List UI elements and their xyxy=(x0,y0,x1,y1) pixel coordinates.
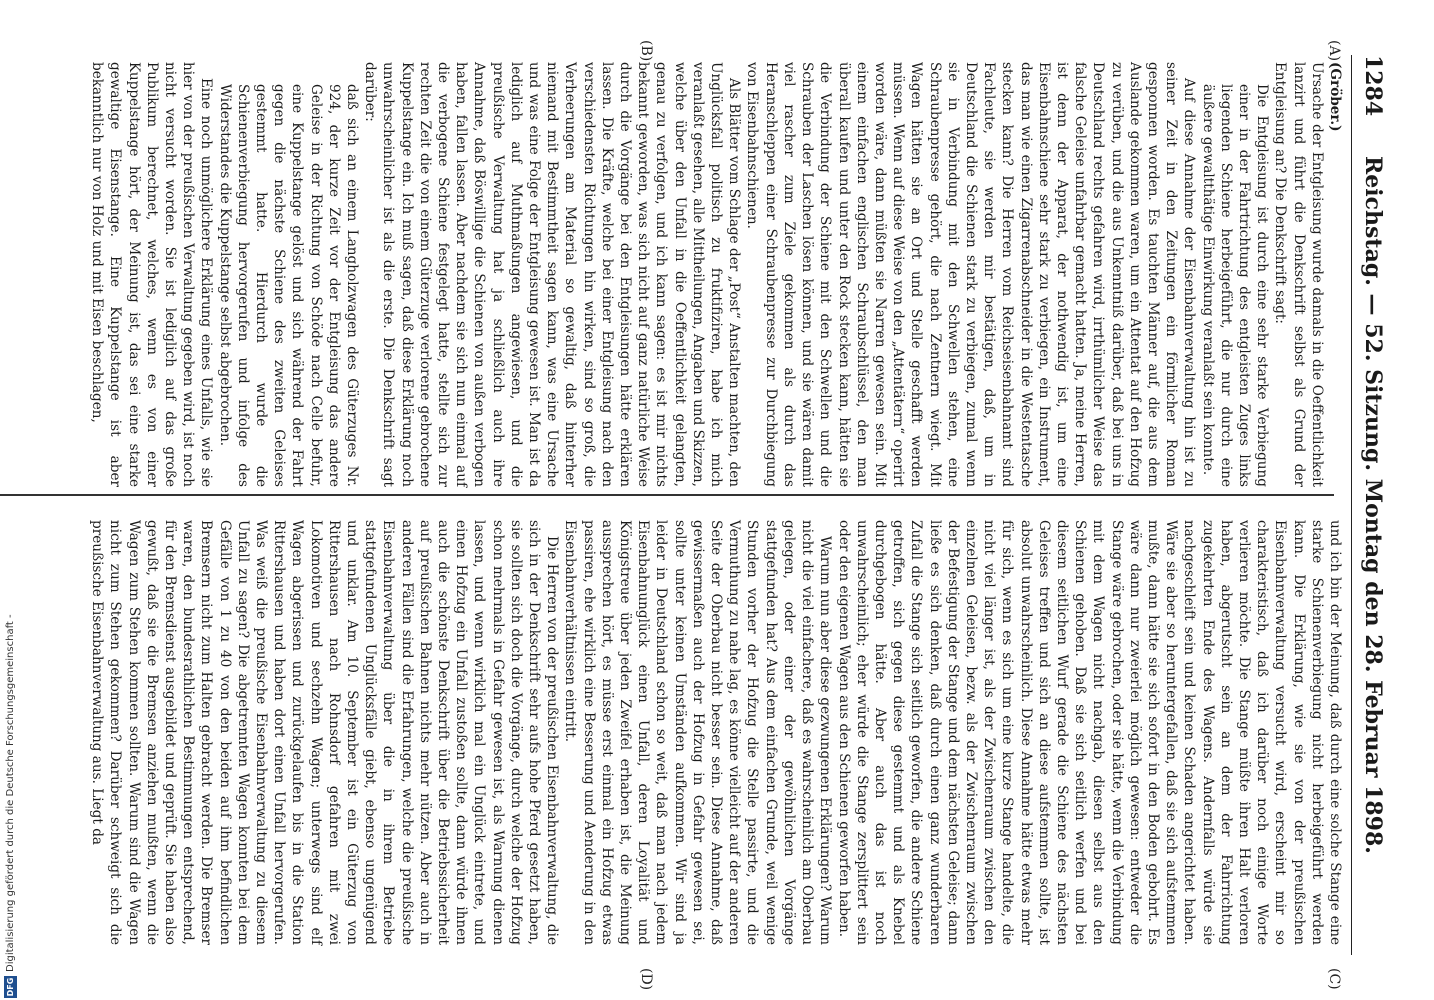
margin-marker-a: (A) xyxy=(1326,40,1342,62)
margin-marker-b: (B) xyxy=(638,40,654,62)
paragraph: und ich bin der Meinung, daß durch eine solche Stange eine starke Schienenverbiegung nicht herbeigeführt werden kann. Die Erklärung, wie sie von der preußischen Eisenbahnverwaltung versucht wird, erscheint mir so charakteristisch, daß ich darüber noch einige Worte verlieren möchte. Die Stange müßte ihren Halt verloren haben, abgerutscht sein an dem der Fahrrichtung zugekehrten Ende des Wagens. Andernfalls würde sie nachgeschleift sein und keinen Schaden angerichtet haben. Wäre sie aber so heruntergefallen, daß sie sich aufstemmen mußte, dann hätte sie sich sofort in den Boden gebohrt. Es wäre dann nur zweierlei möglich gewesen: entweder die Stange wäre gebrochen, oder sie hätte, wenn die Verbindung mit dem Wagen nicht nachgab, diesen selbst aus den Schienen gehoben. Daß sie sich seitlich werfen und bei diesem seitlichen Wurf gerade die Schiene des nächsten Geleises treffen und sich an diese aufstemmen sollte, ist absolut unwahrscheinlich. Diese Annahme hätte etwas mehr für sich, wenn es sich um eine kurze Stange handelte, die nicht viel länger ist, als der Zwischenraum zwischen den einzelnen Geleisen, bezw. als der Zwischenraum zwischen der Befestigung der Stange und dem nächsten Geleise; dann ließe es sich denken, daß durch einen ganz wunderbaren Zufall die Stange sich seitlich geworfen, die andere Schiene getroffen, sich gegen diese gestemmt und als Knebel durchgebogen hätte. Aber auch das ist noch unwahrscheinlich; eher würde die Stange zersplittert sein oder den eigenen Wagen aus den Schienen geworfen haben. xyxy=(835,520,1343,945)
quote-paragraph: daß sich an einem Langholzwagen des Güterzuges Nr. 924, der kurze Zeit vor der Entgleisung das andere Geleise in der Richtung von Schöde nach Celle befuhr, eine Kuppelstange gelöst und sich während der Fahrt gegen die nächste Schiene des zweiten Geleises gestemmt hatte. Hierdurch wurde die Schienenverbiegung hervorgerufen und infolge des Widerstandes die Kuppelstange selbst abgebrochen. xyxy=(216,84,361,487)
right-column xyxy=(88,520,1344,945)
paragraph: Ursache der Entgleisung wurde damals in die Oeffentlichkeit lanzirt und führt die Denkschrift selbst als Grund der Entgleisung an? Die Denkschrift sagt: xyxy=(1272,62,1325,487)
quote-paragraph: Die Entgleisung ist durch eine sehr starke Verbiegung einer in der Fahrtrichtung des entgleisten Zuges links liegenden Schiene herbeigeführt, die nur durch eine äußere gewaltthätige Einwirkung veranlaßt sein konnte. xyxy=(1199,84,1271,487)
paragraph: Als Blätter vom Schlage der „Post“ Anstalten machten, den Unglücksfall politisch zu fruktifiziren, habe ich mich veranlaßt gesehen, alle Mittheilungen, Angaben und Skizzen, welche über den Unfall in die Oeffentlichkeit gelangten, genau zu verfolgen, und ich kann sagen: es ist mir nichts bekannt geworden, was sich nicht auf ganz natürliche Weise durch die Vorgänge bei den Entgleisungen hätte erklären lassen. Die Kräfte, welche bei einer Entgleisung nach den verschiedensten Richtungen hin wirken, sind so groß, die Verheerungen am Material so gewaltig, daß hinterher niemand mit Bestimmtheit sagen kann, was eine Ursache und was eine Folge der Entgleisung gewesen ist. Man ist da lediglich auf Muthmaßungen angewiesen, und die preußische Verwaltung hat ja schließlich auch ihre Annahme, daß Böswillige die Schienen von außen verbogen haben, fallen lassen. Aber nachdem sie sich nun einmal auf die verbogene Schiene festgelegt hatte, stellte sich zur rechten Zeit die von einem Güterzuge verlorene gebrochene Kuppelstange ein. Ich muß sagen, daß diese Erklärung noch unwahrscheinlicher ist als die erste. Die Denkschrift sagt darüber: xyxy=(362,62,743,487)
page-number: 1284 xyxy=(1360,55,1386,117)
column-divider xyxy=(0,494,1334,496)
margin-marker-d: (D) xyxy=(638,968,654,991)
page-header xyxy=(1351,55,1392,955)
left-column xyxy=(88,62,1344,487)
dfg-logo: DFG xyxy=(6,977,15,997)
paragraph: Warum nun aber diese gezwungenen Erklärungen? Warum nicht die viel einfachere, daß es wahrscheinlich am Oberbau gelegen, oder einer der gewöhnlichen Vorgänge stattgefunden hat? Aus dem einfachen Grunde, weil wenige Stunden vorher der Hofzug die Stelle passirte, und die Vermuthung zu nahe lag, es könne vielleicht auf der anderen Seite der Oberbau nicht besser sein. Diese Annahme, daß gewissermaßen auch der Hofzug in Gefahr gewesen sei, sollte unter keinen Umständen aufkommen. Wir sind ja leider in Deutschland schon so weit, daß man nach jedem Eisenbahnunglück einen Unfall, deren Loyalität und Königstreue über jeden Zweifel erhaben ist, die Meinung aussprechen hört, es müsse erst einmal ein Hofzug etwas passiren, ehe wirklich eine Besserung und Aenderung in den Eisenbahnverhältnissen eintritt. xyxy=(562,520,834,945)
page-title: Reichstag. — 52. Sitzung. Montag den 28. Februar 1898. xyxy=(1360,156,1386,854)
paragraph: Die Herren von der preußischen Eisenbahnverwaltung, die sich in der Denkschrift sehr aufs hohe Pferd gesetzt haben, sie sollten sich doch die Vorgänge, durch welche der Hofzug schon mehrmals in Gefahr gewesen ist, als Warnung dienen lassen, und wenn wirklich mal ein Unglück eintrete, und einen Hofzug ein Unfall zustoßen sollte, dann würde ihnen auch die schönste Denkschrift über die Betriebssicherheit auf preußischen Bahnen nichts mehr nützen. Aber auch in anderen Fällen sind die Erfahrungen, welche die preußische Eisenbahnverwaltung über die in ihrem Betriebe stattgefundenen Unglücksfälle giebt, ebenso ungenügend und unklar. Am 10. September ist ein Güterzug von Rittershausen nach Rohnsdorf gefahren mit zwei Lokomotiven und sechzehn Wagen; unterwegs sind elf Wagen abgerissen und zurückgelaufen bis in die Station Rittershausen und haben dort einen Unfall hervorgerufen. Was weiß die preußische Eisenbahnverwaltung zu diesem Unfall zu sagen? Die abgetrennten Wagen konnten bei dem Gefälle von 1 zu 40 von den beiden auf ihm befindlichen Bremsern nicht zum Halten gebracht werden. Die Bremser waren, den bundesrathlichen Bestimmungen entsprechend, für den Bremsdienst ausgebildet und geprüft. Sie haben also gewußt, daß sie die Bremsen anziehen mußten, wenn die Wagen zum Stehen kommen sollten. Warum sind die Wagen nicht zum Stehen gekommen? Darüber schweigt sich die preußische Eisenbahnverwaltung aus. Liegt da xyxy=(89,520,561,945)
paragraph: Eine noch unmöglichere Erklärung eines Unfalls, wie sie hier von der preußischen Verwaltung gegeben wird, ist noch nicht versucht worden. Sie ist lediglich auf das große Publikum berechnet, welches, wenn es von einer Kuppelstange hört, der Meinung ist, das sei eine starke gewaltige Eisenstange. Eine Kuppelstange ist aber bekanntlich nur von Holz und mit Eisen beschlagen, xyxy=(89,62,215,487)
paragraph: Auf diese Annahme der Eisenbahnverwaltung hin ist zu seiner Zeit in den Zeitungen ein förmlicher Roman gesponnen worden. Es tauchten Männer auf, die aus dem Auslande gekommen waren, um ein Attentat auf den Hofzug zu verüben, und die aus Unkenntniß darüber, daß bei uns in Deutschland rechts gefahren wird, irrthümlicher Weise das falsche Geleise unfahrbar gemacht hatten. Ja, meine Herren, ist denn der Apparat, der nothwendig ist, um eine Eisenbahnschiene sehr stark zu verbiegen, ein Instrument, das man wie einen Zigarrenabschneider in die Westentasche stecken kann? Die Herren vom Reichseisenbahnamt sind Fachleute, sie werden mir bestätigen, daß, um in Deutschland die Schienen stark zu verbiegen, zumal wenn sie in Verbindung mit den Schwellen stehen, eine Schraubenpresse gehört, die nach Zentnern wiegt. Mit Wagen hätten sie an Ort und Stelle geschafft werden müssen. Wenn auf diese Weise von den „Attentätern“ operirt worden wäre, dann müßten sie Narren gewesen sein. Mit einem einfachen englischen Schraubschlüssel, den man überall kaufen und unter den Rock stecken kann, hätten sie die Verbindung der Schiene mit den Schwellen und die Schrauben der Laschen lösen können, und sie wären damit viel rascher zum Ziele gekommen als durch das Heranschleppen einer Schraubenpresse zur Durchbiegung von Eisenbahnschienen. xyxy=(744,62,1198,487)
footer-credit-text: Digitalisierung gefördert durch die Deutsche Forschungsgemeinschaft - xyxy=(5,614,16,972)
speaker-label: (Gröber.) xyxy=(1327,62,1343,132)
digitization-credit xyxy=(0,0,22,1000)
margin-marker-c: (C) xyxy=(1326,968,1342,990)
